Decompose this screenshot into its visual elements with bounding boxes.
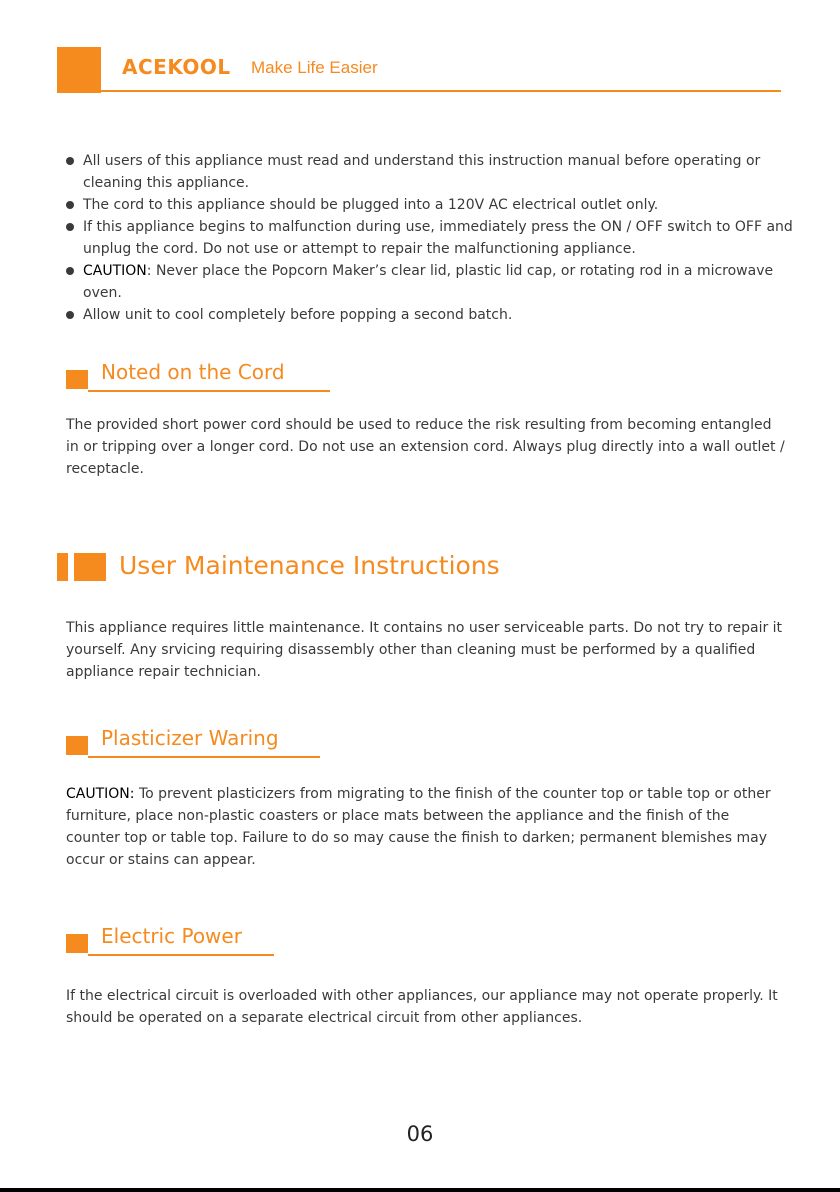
page-number: 06 [406, 1122, 434, 1146]
heading-underline [88, 756, 320, 758]
power-section-body: If the electrical circuit is overloaded with other appliances, our appliance may not operate properly. It should be operated on a separate electrical circuit from other appliances. [66, 988, 778, 1026]
heading-accent-square [66, 370, 88, 389]
heading-accent-block [74, 553, 106, 581]
header-rule [101, 90, 781, 92]
maintenance-section-body: This appliance requires little maintenance. It contains no user serviceable parts. Do not try to repair it yourself. Any srvicing requiring disassembly other than cleaning must be performed by a qualified appliance repair technician. [66, 620, 783, 680]
brand-logo: ACEKOOL [122, 55, 231, 79]
page-bottom-rule [0, 1188, 840, 1192]
header-accent-square [57, 47, 101, 93]
caution-label: CAUTION [83, 263, 147, 279]
plasticizer-section-body [66, 783, 786, 871]
heading-underline [88, 390, 330, 392]
plasticizer-section-heading [66, 726, 320, 758]
heading-text: User Maintenance Instructions [119, 551, 500, 580]
brand-tagline: Make Life Easier [251, 58, 378, 77]
heading-underline [88, 954, 274, 956]
bullet-item: Allow unit to cool completely before popping a second batch. [64, 304, 804, 326]
maintenance-section-heading [57, 553, 657, 585]
safety-bullet-list [64, 150, 804, 326]
bullet-item: If this appliance begins to malfunction during use, immediately press the ON / OFF switch to OFF and unplug the cord. Do not use or attempt to repair the malfunctioning appliance. [64, 216, 804, 260]
cord-section-body: The provided short power cord should be used to reduce the risk resulting from becoming entangled in or tripping over a longer cord. Do not use an extension cord. Always plug directly into a wall outlet / receptacle. [66, 417, 785, 477]
heading-text: Noted on the Cord [101, 360, 285, 384]
bullet-item: The cord to this appliance should be plugged into a 120V AC electrical outlet only. [64, 194, 804, 216]
heading-accent-square [66, 736, 88, 755]
bullet-item: All users of this appliance must read and understand this instruction manual before operating or cleaning this appliance. [64, 150, 804, 194]
caution-text: To prevent plasticizers from migrating to the finish of the counter top or table top or other furniture, place non-plastic coasters or place mats between the appliance and the finish of the counter top or table top. Failure to do so may cause the finish to darken; permanent blemishes may occur or stains can appear. [66, 786, 771, 868]
caution-label: CAUTION: [66, 786, 135, 802]
heading-text: Electric Power [101, 924, 242, 948]
heading-accent-bar [57, 553, 68, 581]
power-section-heading [66, 924, 274, 956]
caution-text: : Never place the Popcorn Maker’s clear lid, plastic lid cap, or rotating rod in a microwave oven. [83, 263, 774, 301]
bullet-item [64, 260, 804, 304]
heading-accent-square [66, 934, 88, 953]
heading-text: Plasticizer Waring [101, 726, 279, 750]
cord-section-heading [66, 360, 330, 392]
